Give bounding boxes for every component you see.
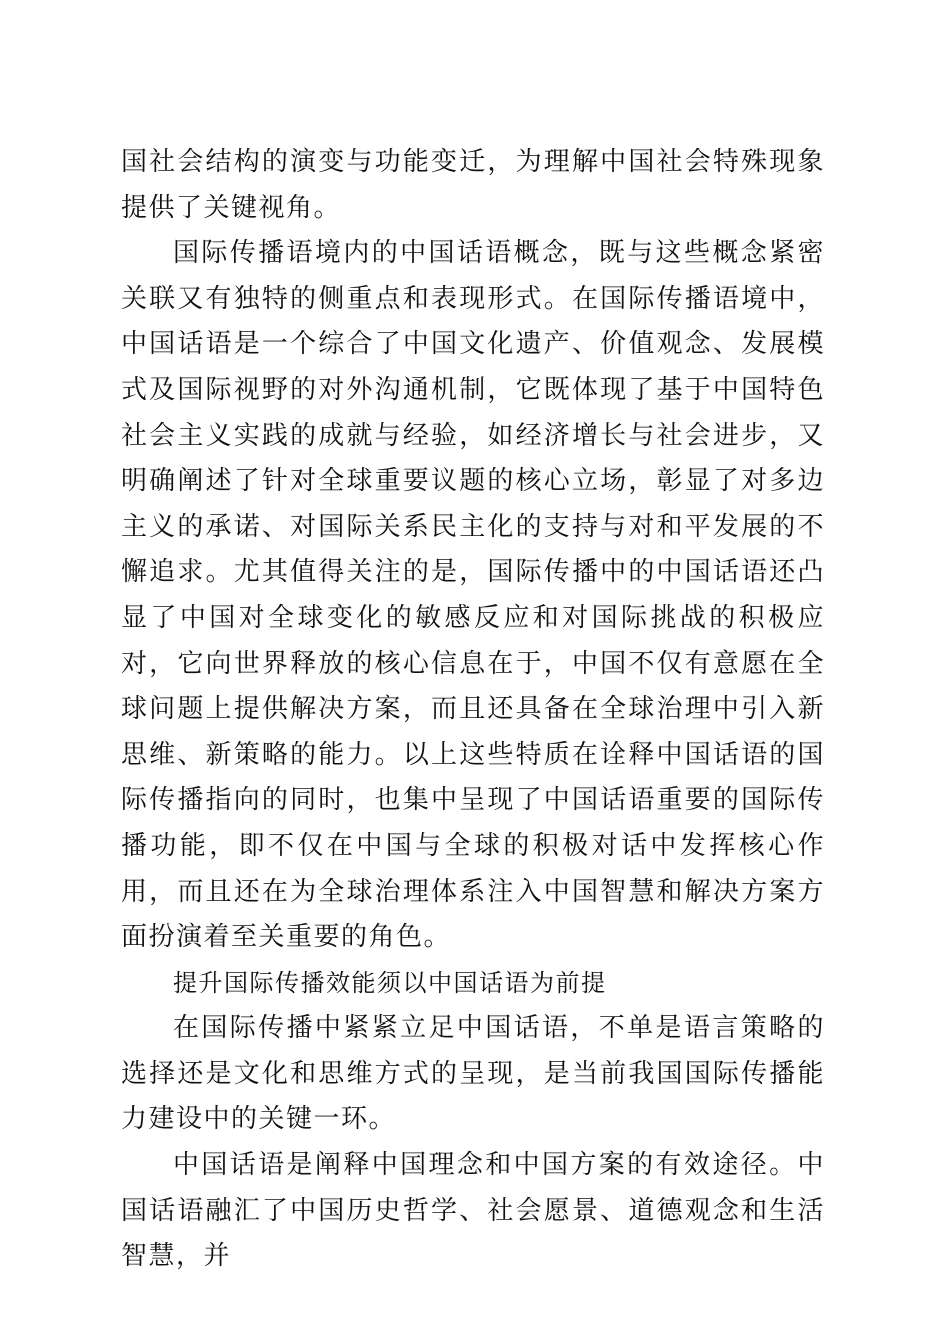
section-heading: 提升国际传播效能须以中国话语为前提 xyxy=(173,968,607,997)
paragraph-continuation: 国社会结构的演变与功能变迁，为理解中国社会特殊现象提供了关键视角。 xyxy=(121,147,825,223)
paragraph-section-intro: 在国际传播中紧紧立足中国话语，不单是语言策略的选择还是文化和思维方式的呈现，是当前我国国际传播能力建设中的关键一环。 xyxy=(121,1013,825,1135)
document-page xyxy=(121,140,825,1280)
paragraph-chinese-discourse-concept: 国际传播语境内的中国话语概念，既与这些概念紧密关联又有独特的侧重点和表现形式。在国际传播语境中，中国话语是一个综合了中国文化遗产、价值观念、发展模式及国际视野的对外沟通机制，它既体现了基于中国特色社会主义实践的成就与经验，如经济增长与社会进步，又明确阐述了针对全球重要议题的核心立场，彰显了对多边主义的承诺、对国际关系民主化的支持与对和平发展的不懈追求。尤其值得关注的是，国际传播中的中国话语还凸显了中国对全球变化的敏感反应和对国际挑战的积极应对，它向世界释放的核心信息在于，中国不仅有意愿在全球问题上提供解决方案，而且还具备在全球治理中引入新思维、新策略的能力。以上这些特质在诠释中国话语的国际传播指向的同时，也集中呈现了中国话语重要的国际传播功能，即不仅在中国与全球的积极对话中发挥核心作用，而且还在为全球治理体系注入中国智慧和解决方案方面扮演着至关重要的角色。 xyxy=(121,238,825,953)
paragraph-effective-approach: 中国话语是阐释中国理念和中国方案的有效途径。中国话语融汇了中国历史哲学、社会愿景、道德观念和生活智慧，并 xyxy=(121,1150,825,1272)
